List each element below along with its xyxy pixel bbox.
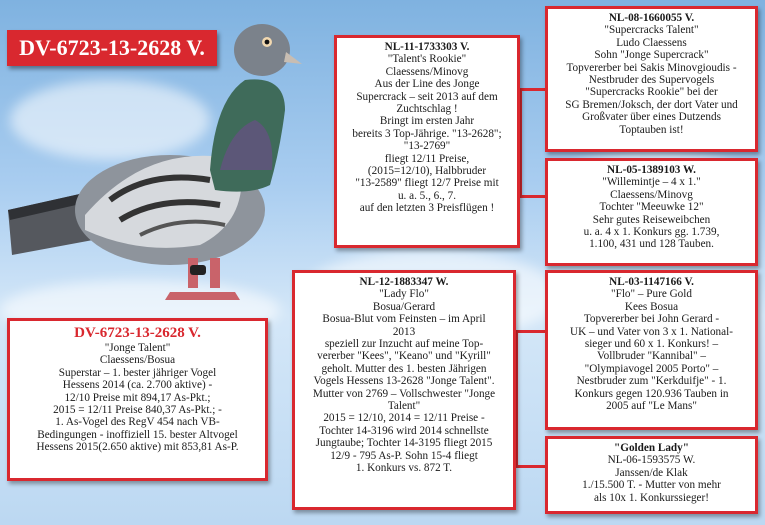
subject-line: 12/10 Preise mit 894,17 As-Pkt.; <box>64 391 211 404</box>
sire-line: Aus der Line des Jonge <box>374 78 480 91</box>
dam-line: 1. Konkurs vs. 872 T. <box>355 462 453 475</box>
sire-line: bereits 3 Top-Jährige. "13-2628"; <box>352 127 502 140</box>
dam-dam-line: Janssen/de Klak <box>615 466 688 479</box>
dam-sire-line: sieger und 60 x 1. Konkurs! – <box>584 338 719 351</box>
dam-sire-line: Nestbruder zum "Kerkduifje" - 1. <box>576 375 727 388</box>
dam-dam-line: als 10x 1. Konkurssieger! <box>594 491 709 504</box>
subject-line: Bedingungen - inoffiziell 15. bester Altvogel <box>37 428 238 441</box>
dam-sire-line: 2005 auf "Le Mans" <box>606 400 697 413</box>
connector-line <box>519 88 546 91</box>
dam-dam-box <box>545 436 758 514</box>
sire-line: Zuchtschlag ! <box>396 103 458 116</box>
connector-line <box>515 465 546 468</box>
sire-ring: NL-11-1733303 V. <box>384 41 470 53</box>
dam-sire-line: "Olympiavogel 2005 Porto" – <box>584 362 719 375</box>
sire-sire-line: "Supercracks Talent" <box>604 24 699 37</box>
sire-dam-ring: NL-05-1389103 W. <box>607 164 696 176</box>
sire-sire-line: Toptauben ist! <box>619 123 684 136</box>
dam-line: Jungtaube; Tochter 14-3195 fliegt 2015 <box>315 437 493 450</box>
sire-line: "13-2769" <box>403 140 451 153</box>
title-banner: DV-6723-13-2628 V. <box>7 30 217 66</box>
sire-line: auf den letzten 3 Preisflügen ! <box>359 202 495 215</box>
sire-line: "Talent's Rookie" <box>387 53 467 66</box>
sire-sire-box <box>545 6 758 152</box>
dam-line: Bosua-Blut vom Feinsten – im April <box>322 313 486 326</box>
sire-sire-line: Topvererber bei Sakis Minovgioudis - <box>566 61 737 74</box>
dam-line: 12/9 - 795 As-P. Sohn 15-4 fliegt <box>330 449 478 462</box>
sire-dam-line: Claessens/Minovg <box>610 188 693 201</box>
sire-dam-line: 1.100, 431 und 128 Tauben. <box>589 238 714 251</box>
sire-dam-line: Sehr gutes Reiseweibchen <box>592 213 711 226</box>
subject-line: "Jonge Talent" <box>104 342 171 354</box>
dam-sire-line: UK – und Vater von 3 x 1. National- <box>570 325 733 338</box>
dam-sire-ring: NL-03-1147166 V. <box>609 276 694 288</box>
sire-line: Supercrack – seit 2013 auf dem <box>356 90 498 103</box>
dam-sire-line: "Flo" – Pure Gold <box>611 288 692 301</box>
subject-line: Claessens/Bosua <box>99 354 176 367</box>
sire-box <box>334 35 520 248</box>
dam-sire-box <box>545 270 758 430</box>
dam-line: 2015 = 12/10, 2014 = 12/11 Preise - <box>323 412 485 425</box>
dam-line: Tochter 14-3196 wird 2014 schnellste <box>319 424 489 437</box>
dam-sire-line: Topvererber bei John Gerard - <box>583 313 720 326</box>
dam-line: geholt. Mutter des 1. besten Jährigen <box>321 362 487 375</box>
subject-box <box>7 318 268 481</box>
sire-line: u. a. 5., 6., 7. <box>397 189 457 202</box>
dam-box <box>292 270 516 510</box>
subject-line: Superstar – 1. bester jähriger Vogel <box>58 366 217 379</box>
sire-line: fliegt 12/11 Preise, <box>384 152 470 165</box>
sire-sire-ring: NL-08-1660055 V. <box>608 12 695 24</box>
subject-line: 1. As-Vogel des RegV 454 nach VB- <box>55 416 220 429</box>
sire-sire-line: Nestbruder des Supervogels <box>588 74 715 87</box>
sire-dam-box <box>545 158 758 266</box>
dam-line: 2013 <box>392 325 416 338</box>
sire-sire-line: Ludo Claessens <box>616 36 687 49</box>
dam-dam-ring: NL-06-1593575 W. <box>607 454 696 467</box>
dam-line: Bosua/Gerard <box>372 300 436 313</box>
sire-line: Bringt im ersten Jahr <box>379 115 475 128</box>
dam-sire-line: Vollbruder "Kannibal" – <box>597 350 706 363</box>
sire-dam-line: Tochter "Meeuwke 12" <box>599 201 704 214</box>
subject-line: Hessens 2015(2.650 aktive) mit 853,81 As-P. <box>36 441 239 454</box>
sire-dam-line: "Willemintje – 4 x 1." <box>602 176 701 189</box>
sire-sire-line: "Supercracks Rookie" bei der <box>585 86 718 99</box>
dam-line: "Lady Flo" <box>379 288 429 301</box>
sire-line: (2015=12/10), Halbbruder <box>367 165 487 178</box>
dam-ring: NL-12-1883347 W. <box>359 276 449 288</box>
subject-line: 2015 = 12/11 Preise 840,37 As-Pkt.; - <box>53 404 222 417</box>
sire-dam-line: u. a. 4 x 1. Konkurs gg. 1.739, <box>583 226 720 239</box>
subject-line: Hessens 2014 (ca. 2.700 aktive) - <box>62 379 213 392</box>
dam-line: speziell zur Inzucht auf meine Top- <box>324 338 484 351</box>
dam-sire-line: Kees Bosua <box>624 300 679 313</box>
connector-line <box>515 330 546 333</box>
dam-dam-line: 1./15.500 T. - Mutter von mehr <box>582 479 721 492</box>
dam-line: Mutter von 2769 – Vollschwester "Jonge <box>312 387 496 400</box>
dam-line: Vogels Hessens 13-2628 "Jonge Talent". <box>313 375 495 388</box>
sire-line: Claessens/Minovg <box>385 65 469 78</box>
sire-line: "13-2589" fliegt 12/7 Preise mit <box>355 177 499 190</box>
sire-sire-line: SG Bremen/Joksch, der dort Vater und <box>565 98 738 111</box>
dam-dam-name: "Golden Lady" <box>614 442 689 454</box>
dam-line: vererber "Kees", "Keano" und "Kyrill" <box>317 350 491 363</box>
sire-sire-line: Sohn "Jonge Supercrack" <box>594 49 709 62</box>
sire-sire-line: Großvater über eines Dutzends <box>582 111 721 124</box>
subject-ring: DV-6723-13-2628 V. <box>74 325 201 341</box>
dam-sire-line: Konkurs gegen 120.936 Tauben in <box>574 387 729 400</box>
connector-line <box>519 195 546 198</box>
dam-line: Talent" <box>387 400 421 413</box>
